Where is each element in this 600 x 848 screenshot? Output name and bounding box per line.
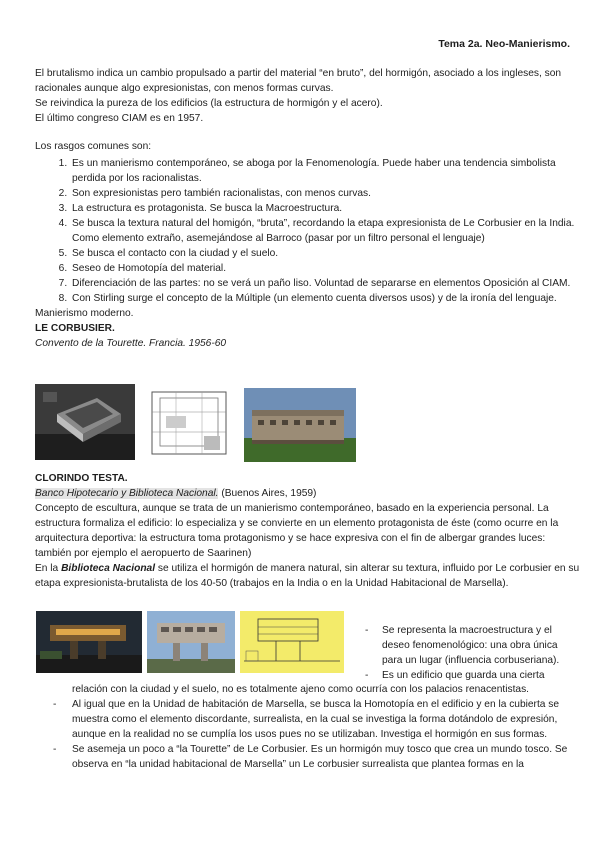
biblioteca-side-notes [345, 623, 580, 683]
text-run: En la [35, 563, 62, 574]
list-item: 1. Es un manierismo contemporáneo, se aboga por la Fenomenología. Puede haber una tendencia simbolista perdida por los racionalistas. [70, 156, 580, 186]
bullet-item [35, 742, 580, 772]
biblioteca-nacional-term: Biblioteca Nacional [61, 563, 156, 574]
side-bullet [345, 623, 580, 668]
text-run: se utiliza el hormigón de manera natural, sin alterar su textura, influido por Le corbusier en su etapa expresionista-brutalista de los 40-50 (trabajos en la India o en la Unidad Habitacional de Marsella). [35, 563, 580, 589]
common-traits-section [35, 139, 580, 351]
le-corbusier-heading: LE CORBUSIER. [35, 323, 115, 334]
intro-line: Se reivindica la pureza de los edificios (la estructura de hormigón y el acero). [35, 98, 383, 109]
dash-marker: - [365, 670, 369, 681]
clorindo-paragraph [35, 561, 580, 591]
tourette-caption: Convento de la Tourette. Francia. 1956-60 [35, 338, 227, 349]
dash-marker: - [365, 625, 369, 636]
clorindo-work-line [35, 486, 580, 501]
list-item: 5. Se busca el contacto con la ciudad y el suelo. [70, 246, 580, 261]
list-item: 2. Son expresionistas pero también racionalistas, con menos curvas. [70, 186, 580, 201]
bullet-item [35, 697, 580, 742]
clorindo-testa-section [35, 471, 580, 591]
clorindo-work-title: Banco Hipotecario y Biblioteca Nacional. [35, 488, 219, 499]
tourette-aerial-photo [35, 384, 135, 460]
clorindo-paragraph: Concepto de escultura, aunque se trata de un manierismo contemporáneo, basado en la experiencia personal. La estructura formaliza el edificio: lo especializa y se convierte en un elemento protagonista de éste (como ocurre en la arquitectura deportiva: la estructura toma protagonismo y se hace expresiva con el fin de albergar grandes luces: también por ejemplo el aeropuerto de Saarinen) [35, 503, 559, 559]
dash-marker: - [53, 744, 57, 755]
list-item: 6. Seseo de Homotopía del material. [70, 261, 580, 276]
tourette-plan-drawing [146, 388, 233, 460]
clorindo-heading: CLORINDO TESTA. [35, 473, 128, 484]
clorindo-bullets [35, 682, 580, 772]
text-run: Es un edificio que guarda una cierta [382, 670, 545, 681]
text-run: Se representa la macroestructura y el deseo fenomenológico: una obra única para un lugar (influencia corbuseriana). [382, 625, 560, 666]
biblioteca-night-photo [36, 611, 142, 673]
intro-text [35, 66, 580, 126]
tourette-facade-photo [244, 388, 356, 462]
topic-title: Tema 2a. Neo-Manierismo. [438, 38, 570, 50]
list-item: 8. Con Stirling surge el concepto de la Múltiple (un elemento cuenta diversos usos) y de la ironía del lenguaje. [70, 291, 580, 306]
intro-line: El último congreso CIAM es en 1957. [35, 113, 204, 124]
clorindo-work-location: (Buenos Aires, 1959) [218, 488, 317, 499]
modern-mannerism-label: Manierismo moderno. [35, 308, 134, 319]
traits-heading: Los rasgos comunes son: [35, 141, 152, 152]
biblioteca-section-drawing [240, 611, 344, 673]
text-run: Al igual que en la Unidad de habitación de Marsella, se busca la Homotopía en el edificio y en la cubierta se muestra como el elemento discordante, surrealista, en la cual se investiga la forma dotándolo de expresión, aunque en la realidad no se cumplía los usos pues no se utilizaban. Investiga el hormigón en sus formas. [72, 699, 560, 740]
list-item: 3. La estructura es protagonista. Se busca la Macroestructura. [70, 201, 580, 216]
list-item: 4. Se busca la textura natural del homigón, “bruta”, recordando la etapa expresionista de Le Corbusier en la India. Como elemento extraño, asemejándose al Barroco (pasar por un filtro personal el lenguaje) [70, 216, 580, 246]
dash-marker: - [53, 699, 57, 710]
intro-line: El brutalismo indica un cambio propulsado a partir del material “en bruto”, del hormigón, asociado a los ingleses, son racionales aunque algo expresionistas, con menos formas curvas. [35, 68, 562, 94]
text-run: Se asemeja un poco a “la Tourette” de Le Corbusier. Es un hormigón muy tosco que crea un mundo tosco. Se observa en “la unidad habitacional de Marsella” un Le corbusier surrealista que plantea formas en la [72, 744, 568, 770]
side-bullet [345, 668, 580, 683]
list-item: 7. Diferenciación de las partes: no se verá un paño liso. Voluntad de separarse en elementos Oposición al CIAM. [70, 276, 580, 291]
biblioteca-day-photo [147, 611, 235, 673]
traits-list [35, 156, 580, 306]
bullet-continuation: relación con la ciudad y el suelo, no es totalmente ajeno como ocurría con los palacios renacentistas. [72, 684, 529, 695]
